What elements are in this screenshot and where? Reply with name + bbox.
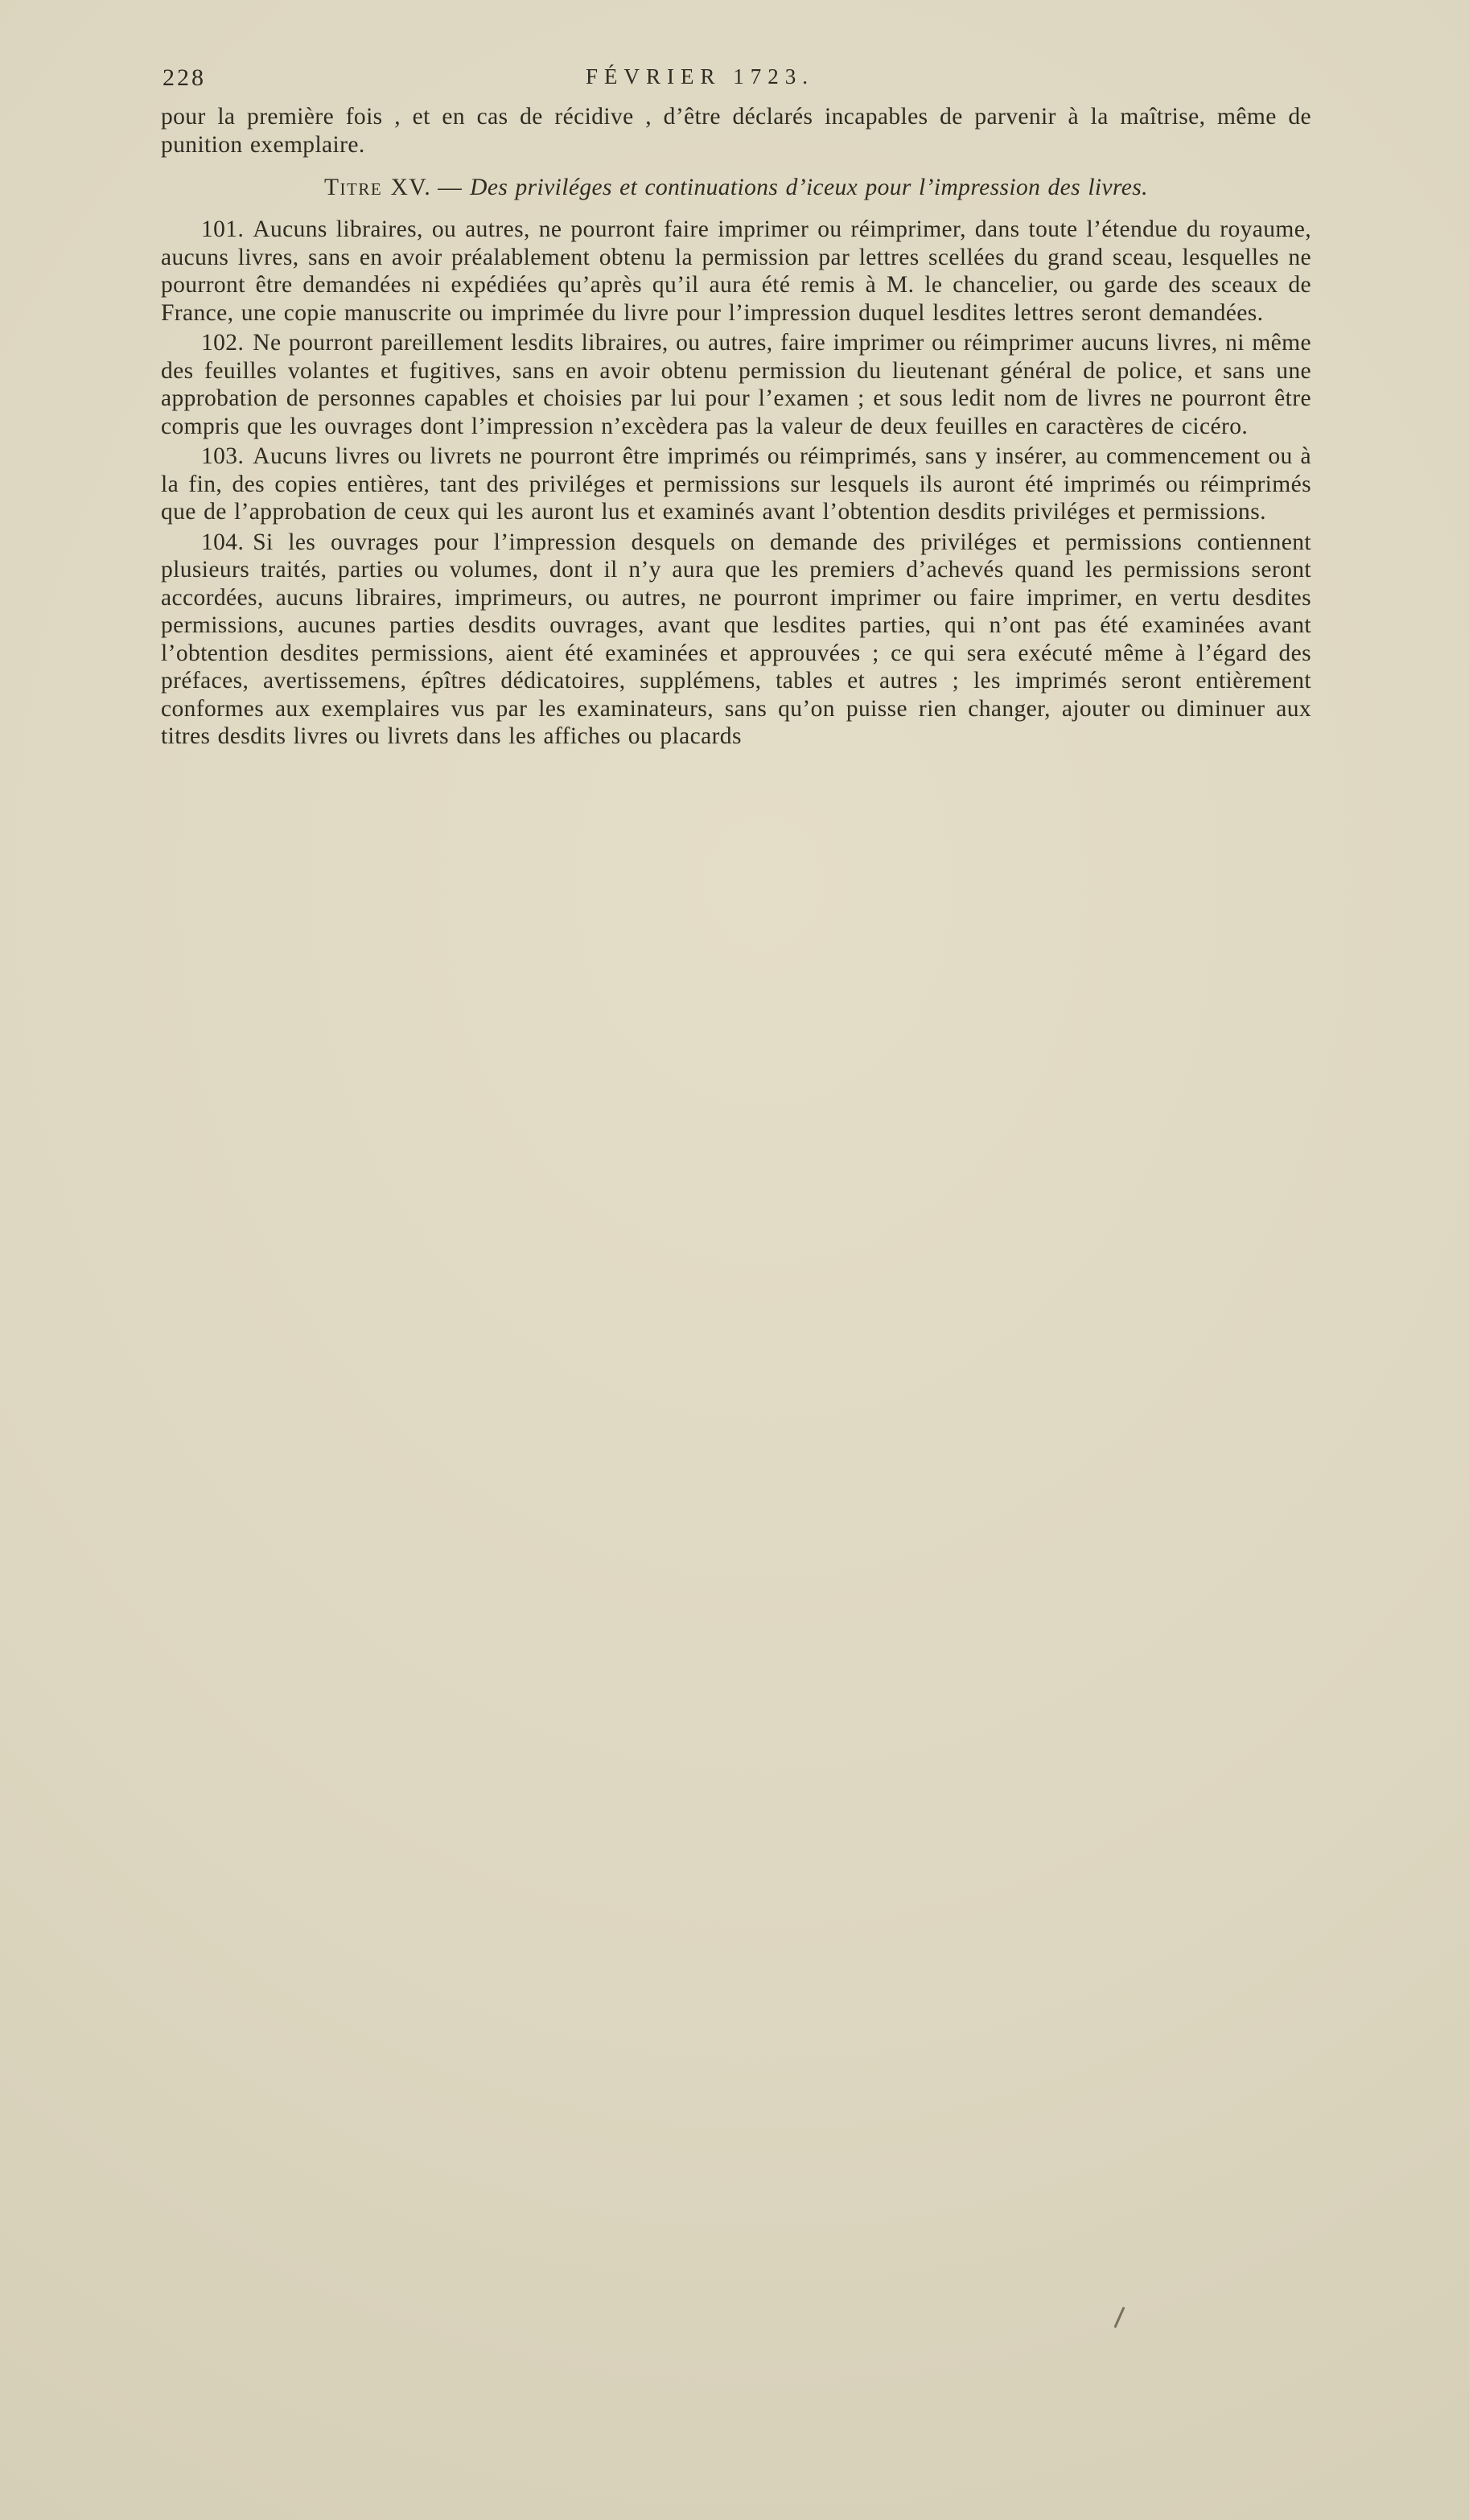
section-title-text: Des priviléges et continuations d’iceux pour l’impression des livres. bbox=[470, 175, 1148, 200]
ink-mark-artifact bbox=[1113, 2307, 1125, 2329]
section-title-label: Titre XV. bbox=[324, 175, 432, 200]
article-text: Aucuns livres ou livrets ne pourront être imprimés ou réimprimés, sans y insérer, au commencement ou à la fin, des copies entières, tant des priviléges et permissions sur lesquels ils auront été imprimés ou réimprimés que de l’approbation de ceux qui les auront lus et examinés avant l’obtention desdits priviléges et permissions. bbox=[161, 443, 1311, 525]
article-103 bbox=[161, 443, 1311, 526]
article-number: 104. bbox=[201, 529, 245, 555]
page-header bbox=[161, 63, 1311, 97]
running-header: FÉVRIER 1723. bbox=[585, 64, 814, 89]
article-101 bbox=[161, 216, 1311, 327]
article-number: 103. bbox=[201, 443, 245, 469]
article-102 bbox=[161, 329, 1311, 440]
article-number: 102. bbox=[201, 330, 245, 356]
section-title-dash: — bbox=[438, 175, 463, 200]
article-number: 101. bbox=[201, 216, 245, 242]
article-104 bbox=[161, 529, 1311, 751]
article-text: Aucuns libraires, ou autres, ne pourront faire imprimer ou réimprimer, dans toute l’étendue du royaume, aucuns livres, sans en avoir préalablement obtenu la permission par lettres scellées du grand sceau, lesquelles ne pourront être demandées ni expédiées qu’après qu’il aura été remis à M. le chancelier, ou garde des sceaux de France, une copie manuscrite ou imprimée du livre pour l’impression duquel lesdites lettres seront demandées. bbox=[161, 216, 1311, 326]
article-text: Ne pourront pareillement lesdits libraires, ou autres, faire imprimer ou réimprimer aucuns livres, ni même des feuilles volantes et fugitives, sans en avoir obtenu permission du lieutenant général de police, et sans une approbation de personnes capables et choisies par lui pour l’examen ; et sous ledit nom de livres ne pourront être compris que les ouvrages dont l’impression n’excèdera pas la valeur de deux feuilles en caractères de cicéro. bbox=[161, 330, 1311, 439]
section-title bbox=[185, 173, 1287, 203]
page-number: 228 bbox=[163, 64, 206, 91]
continuation-paragraph: pour la première fois , et en cas de récidive , d’être déclarés incapables de parvenir à la maîtrise, même de punition exemplaire. bbox=[161, 104, 1311, 158]
article-text: Si les ouvrages pour l’impression desquels on demande des priviléges et permissions contiennent plusieurs traités, parties ou volumes, dont il n’y aura que les premiers d’achevés quand les permissions seront accordées, aucuns libraires, imprimeurs, ou autres, ne pourront imprimer ou faire imprimer, en vertu desdites permissions, aucunes parties desdits ouvrages, avant que lesdites parties, qui n’ont pas été examinées avant l’obtention desdites permissions, aient été examinées et approuvées ; ce qui sera exécuté même à l’égard des préfaces, avertissemens, épîtres dédicatoires, supplémens, tables et autres ; les imprimés seront entièrement conformes aux exemplaires vus par les examinateurs, sans qu’on puisse rien changer, ajouter ou diminuer aux titres desdits livres ou livrets dans les affiches ou placards bbox=[161, 529, 1311, 749]
